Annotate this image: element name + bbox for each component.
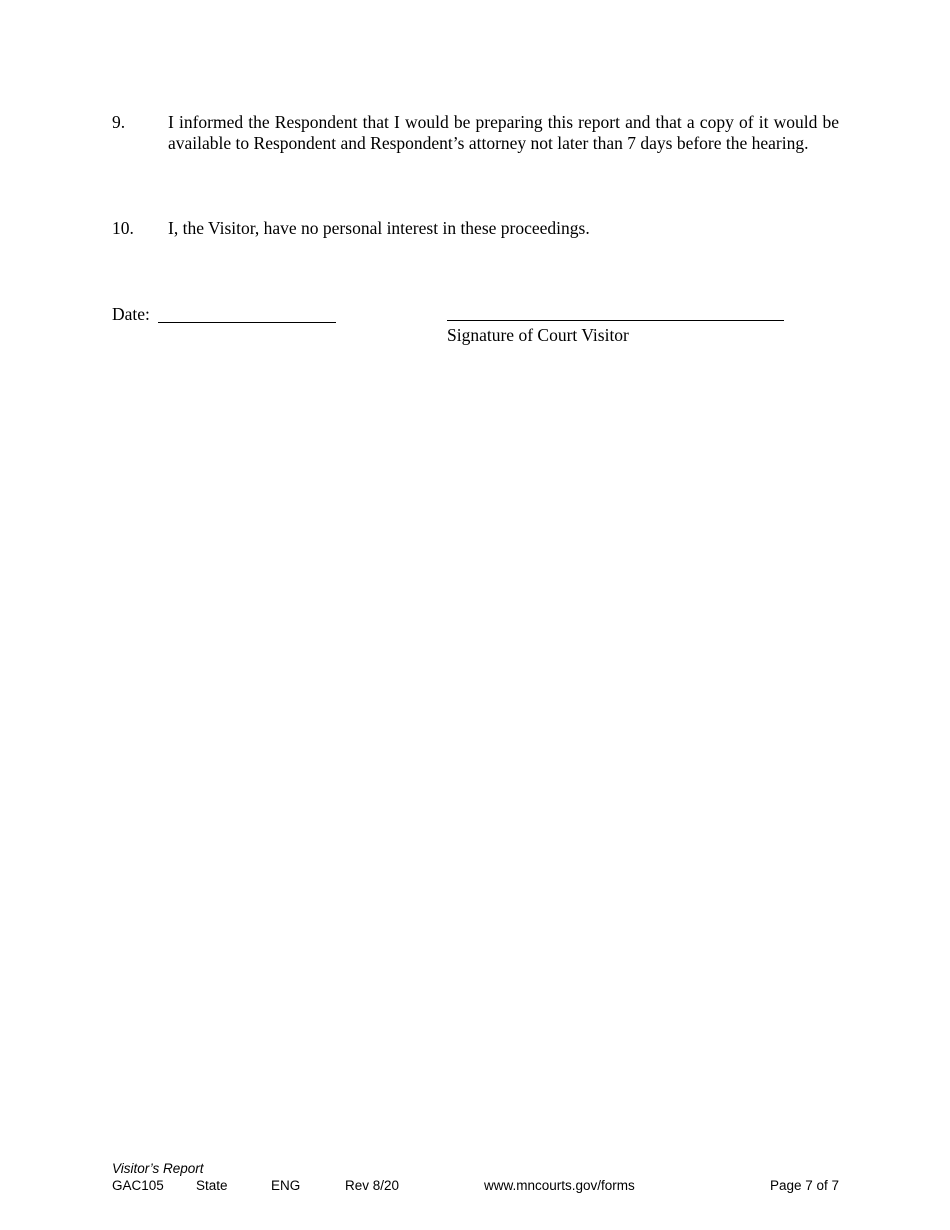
form-code: GAC105 xyxy=(112,1178,164,1193)
website-link[interactable]: www.mncourts.gov/forms xyxy=(484,1178,635,1193)
language: ENG xyxy=(271,1178,301,1193)
item-number: 10. xyxy=(112,218,134,238)
jurisdiction: State xyxy=(196,1178,228,1193)
statement-item xyxy=(112,112,839,154)
item-number: 9. xyxy=(112,112,126,132)
signature-field[interactable] xyxy=(447,320,784,321)
statement-item xyxy=(112,218,839,239)
date-label: Date: xyxy=(112,304,150,324)
item-text: I informed the Respondent that I would be preparing this report and that a copy of it would be available to Respondent and Respondent’s attorney not later than 7 days before the hearing. xyxy=(168,112,839,153)
footer-row xyxy=(112,1178,839,1194)
item-text: I, the Visitor, have no personal interest in these proceedings. xyxy=(168,218,590,238)
form-title: Visitor’s Report xyxy=(112,1161,204,1176)
date-field[interactable] xyxy=(158,322,336,323)
page-number: Page 7 of 7 xyxy=(769,1178,839,1193)
signature-label: Signature of Court Visitor xyxy=(447,325,629,345)
revision: Rev 8/20 xyxy=(345,1178,400,1193)
